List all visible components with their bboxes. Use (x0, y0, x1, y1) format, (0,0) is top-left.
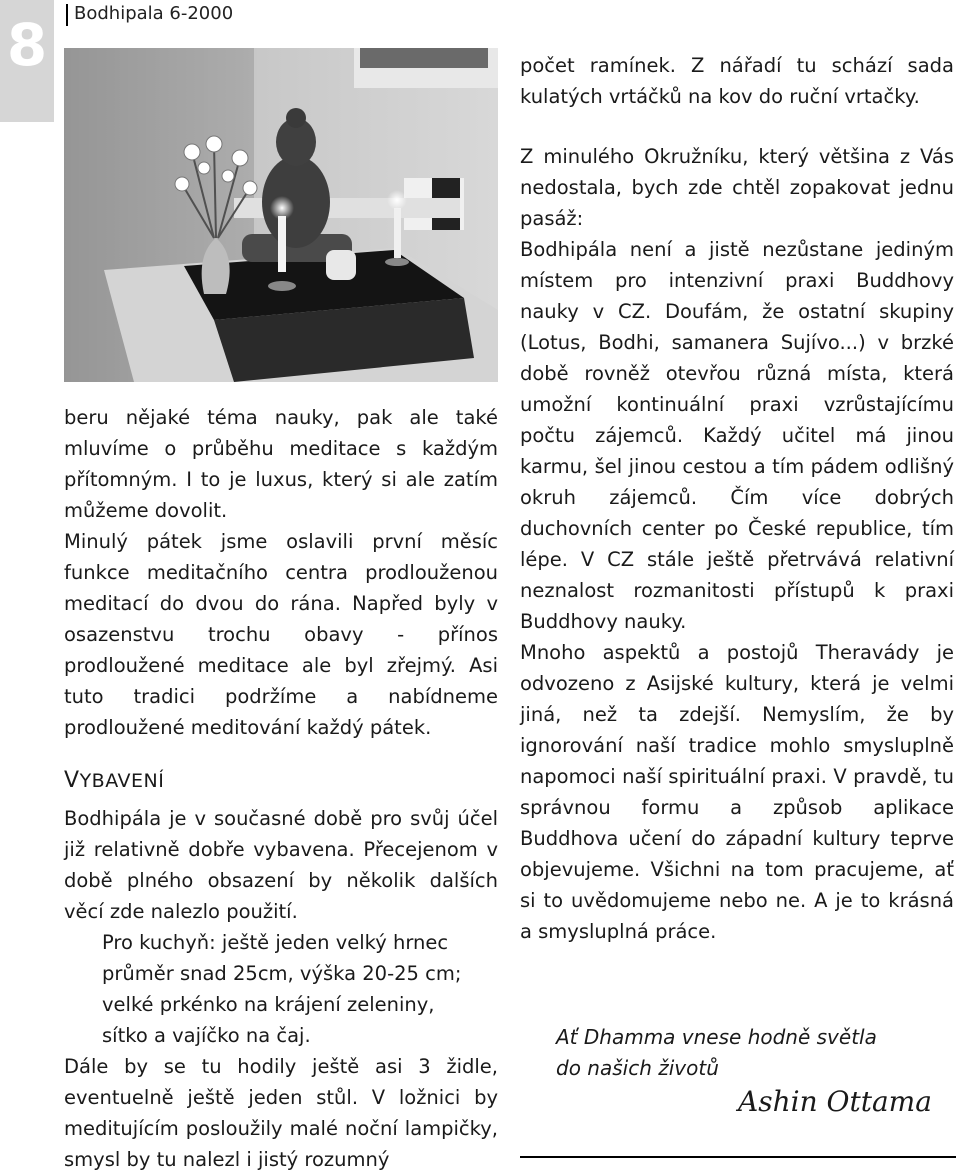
section-heading-cap: V (64, 768, 80, 793)
closing-blessing (556, 1022, 877, 1084)
paragraph-tools: počet ramínek. Z nářadí tu schází sada kulatých vrtáčků na kov do ruční vrtačky. (520, 54, 954, 108)
paragraph-equipment: Bodhipála je v současné době pro svůj účel již relativně dobře vybavena. Přecejenom v době plného obsazení by několik dalších věcí zde nalezlo použití. (64, 807, 498, 923)
kitchen-line: průměr snad 25cm, výška 20-25 cm; (102, 962, 462, 985)
kitchen-list (64, 927, 498, 1051)
paragraph-furniture: Dále by se tu hodily ještě asi 3 židle, eventuelně ještě jeden stůl. V ložnici by meditujícím posloužily malé noční lampičky, smysl by tu nalezl i jistý rozumný (64, 1055, 498, 1171)
author-signature: Ashin Ottama (738, 1085, 932, 1118)
closing-line: do našich životů (556, 1056, 719, 1080)
kitchen-line: velké prkénko na krájení zeleniny, (102, 993, 435, 1016)
right-column-continuation (520, 50, 954, 112)
paragraph-other-centers: Bodhipála není a jistě nezůstane jediným místem pro intenzivní praxi Buddhovy nauky v CZ. Doufám, že ostatní skupiny (Lotus, Bodhi, samanera Sujívo...) v brzké době rovněž otevřou různá místa, která umožní kontinuální praxi vzrůstajícímu počtu zájemců. Každý učitel má jinou karmu, šel jinou cestou a tím pádem odlišný okruh zájemců. Čím více dobrých duchovních center po České republice, tím lépe. V CZ stále ještě přetrvává relativní neznalost rozmanitosti přístupů k praxi Buddhovy nauky. (520, 238, 954, 633)
paragraph-friday-meditation: Minulý pátek jsme oslavili první měsíc funkce meditačního centra prodlouženou meditací do dvou do rána. Napřed byly v osazenstvu trochu obavy - přínos prodloužené meditace ale byl zřejmý. Asi tuto tradici podržíme a nabídneme prodloužené meditování každý pátek. (64, 530, 498, 739)
paragraph-newsletter-intro: Z minulého Okružníku, který většina z Vás nedostala, bych zde chtěl zopakovat jednu pasáž: (520, 145, 954, 230)
bottom-divider (520, 1156, 956, 1158)
section-heading-rest: YBAVENÍ (79, 770, 165, 792)
kitchen-line: sítko a vajíčko na čaj. (102, 1024, 311, 1047)
left-column (64, 402, 498, 1175)
closing-line: Ať Dhamma vnese hodně světla (556, 1025, 877, 1049)
altar-photo (64, 48, 498, 382)
altar-photo-illustration (64, 48, 498, 382)
paragraph-continuation: beru nějaké téma nauky, pak ale také mluvíme o průběhu meditace s každým přítomným. I to je luxus, který si ale zatím můžeme dovolit. (64, 406, 498, 522)
header-divider (66, 4, 68, 26)
section-heading-equipment (64, 765, 498, 797)
header-title: Bodhipala 6-2000 (74, 3, 234, 24)
page-number: 8 (0, 0, 54, 122)
kitchen-line: Pro kuchyň: ještě jeden velký hrnec (102, 931, 449, 954)
right-column (520, 141, 954, 947)
paragraph-theravada: Mnoho aspektů a postojů Theravády je odvozeno z Asijské kultury, která je velmi jiná, než ta zdejší. Nemyslím, že by ignorování naší tradice mohlo smysluplně napomoci naší spirituální praxi. V pravdě, tu správnou formu a způsob aplikace Buddhova učení do západní kultury teprve objevujeme. Všichni na tom pracujeme, ať si to uvědomujeme nebo ne. A je to krásná a smysluplná práce. (520, 641, 954, 943)
